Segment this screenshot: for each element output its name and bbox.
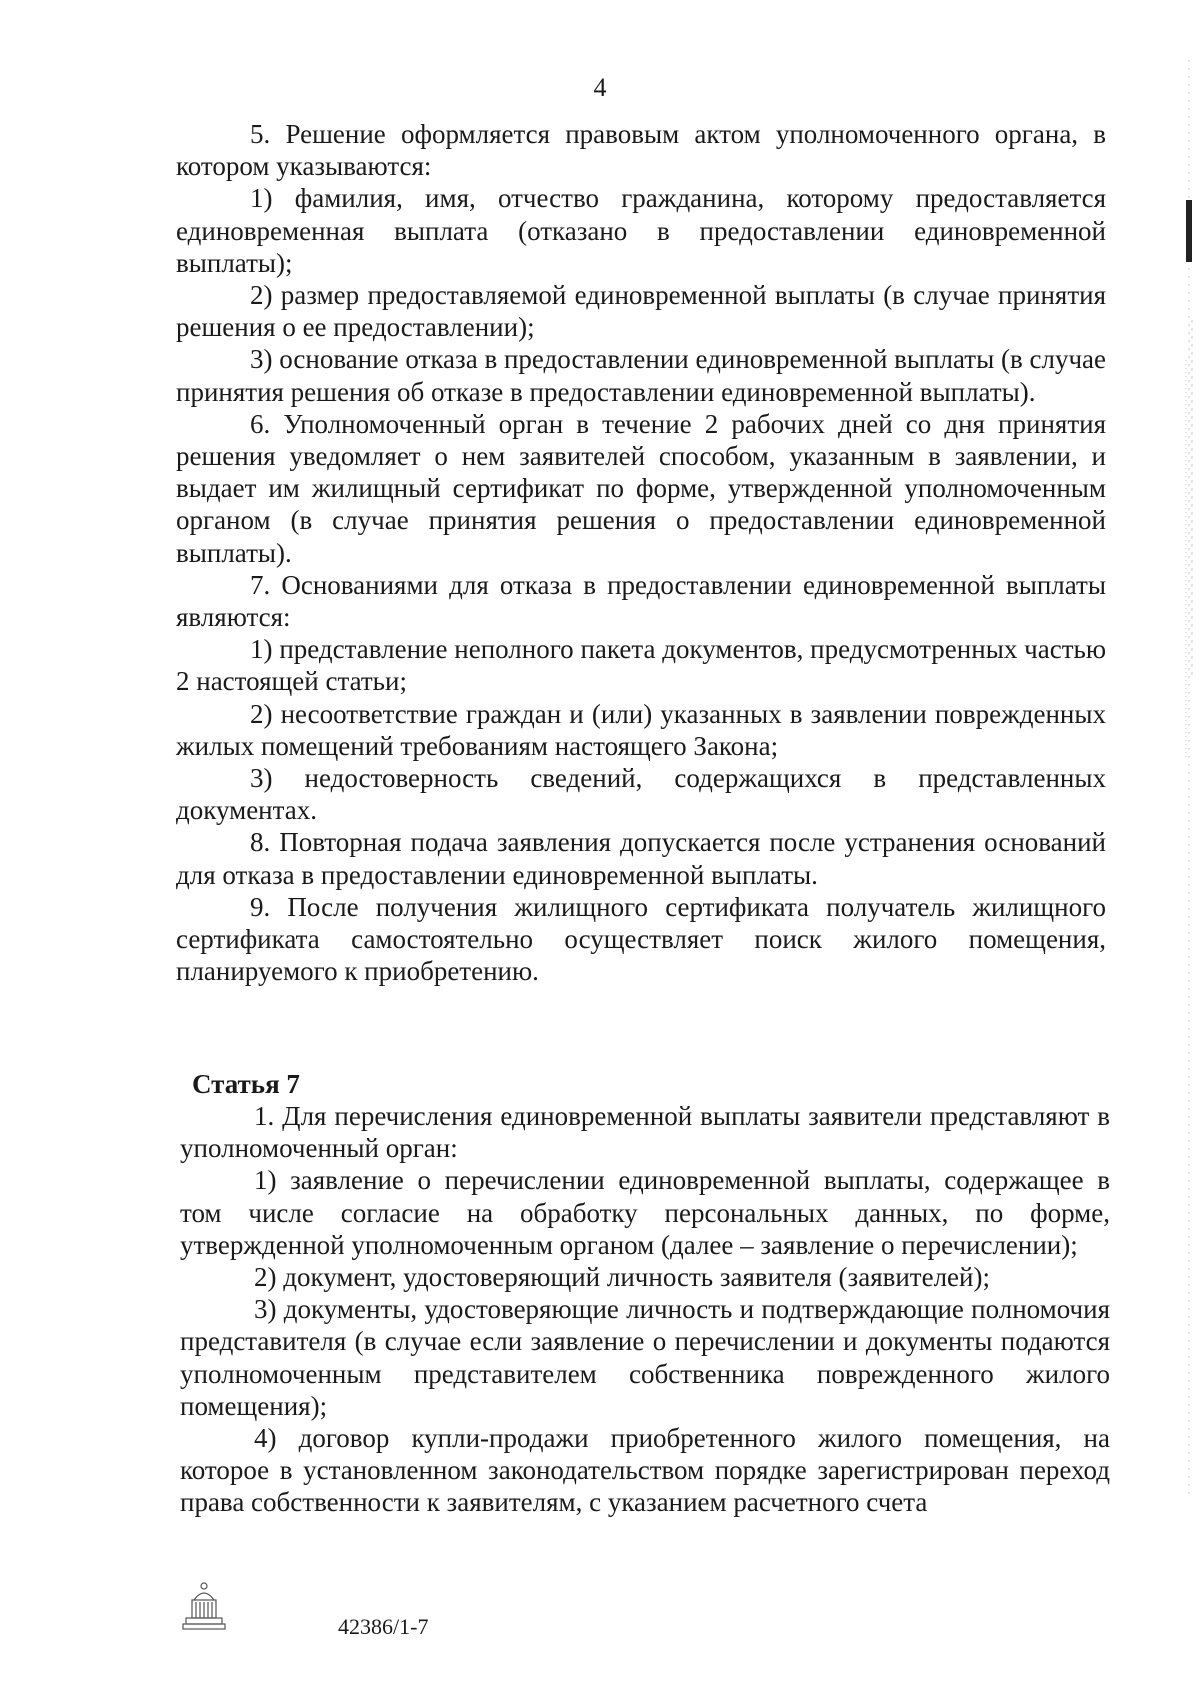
paragraph: 2) размер предоставляемой единовременной выплаты (в случае принятия решения о ее предоставлении); xyxy=(176,280,1106,343)
paragraph: 1) представление неполного пакета документов, предусмотренных частью 2 настоящей статьи; xyxy=(176,634,1106,697)
paragraph: 3) основание отказа в предоставлении единовременной выплаты (в случае принятия решения об отказе в предоставлении единовременной выплаты). xyxy=(176,344,1106,407)
emblem-stamp-icon xyxy=(180,1578,228,1634)
paragraph: 3) документы, удостоверяющие личность и подтверждающие полномочия представителя (в случае если заявление о перечислении и документы подаются уполномоченным представителем собственника поврежденного жилого помещения); xyxy=(180,1294,1110,1421)
paragraph: 7. Основаниями для отказа в предоставлении единовременной выплаты являются: xyxy=(176,569,1106,633)
paragraph: 2) несоответствие граждан и (или) указанных в заявлении поврежденных жилых помещений требованиям настоящего Закона; xyxy=(176,698,1106,761)
article-7-body xyxy=(180,1100,1110,1519)
paragraph: 6. Уполномоченный орган в течение 2 рабочих дней со дня принятия решения уведомляет о нем заявителей способом, указанным в заявлении, и выдает им жилищный сертификат по форме, утвержденной уполномоченным органом (в случае принятия решения о предоставлении единовременной выплаты). xyxy=(176,408,1106,568)
article-heading-wrap xyxy=(192,1068,1092,1100)
scan-edge-noise xyxy=(1182,60,1196,1500)
document-code: 42386/1-7 xyxy=(338,1614,429,1639)
scan-mark xyxy=(1186,200,1192,262)
paragraph: 8. Повторная подача заявления допускается после устранения оснований для отказа в предоставлении единовременной выплаты. xyxy=(176,827,1106,890)
paragraph: 4) договор купли-продажи приобретенного жилого помещения, на которое в установленном законодательством порядке зарегистрирован переход права собственности к заявителям, с указанием расчетного счета xyxy=(180,1423,1110,1518)
paragraph: 2) документ, удостоверяющий личность заявителя (заявителей); xyxy=(254,1262,990,1293)
paragraph: 3) недостоверность сведений, содержащихся в представленных документах. xyxy=(176,763,1106,826)
page-number: 4 xyxy=(593,73,607,102)
paragraph: 1) заявление о перечислении единовременной выплаты, содержащее в том числе согласие на обработку персональных данных, по форме, утвержденной уполномоченным органом (далее – заявление о перечислении); xyxy=(180,1165,1110,1260)
paragraph: 1) фамилия, имя, отчество гражданина, которому предоставляется единовременная выплата (отказано в предоставлении единовременной выплаты); xyxy=(176,183,1106,278)
paragraph: 5. Решение оформляется правовым актом уполномоченного органа, в котором указываются: xyxy=(176,119,1106,182)
paragraph: 9. После получения жилищного сертификата получатель жилищного сертификата самостоятельно осуществляет поиск жилого помещения, планируемого к приобретению. xyxy=(176,891,1106,987)
section-body xyxy=(176,118,1106,987)
article-heading: Статья 7 xyxy=(192,1069,300,1099)
paragraph: 1. Для перечисления единовременной выплаты заявители представляют в уполномоченный орган: xyxy=(180,1101,1110,1164)
